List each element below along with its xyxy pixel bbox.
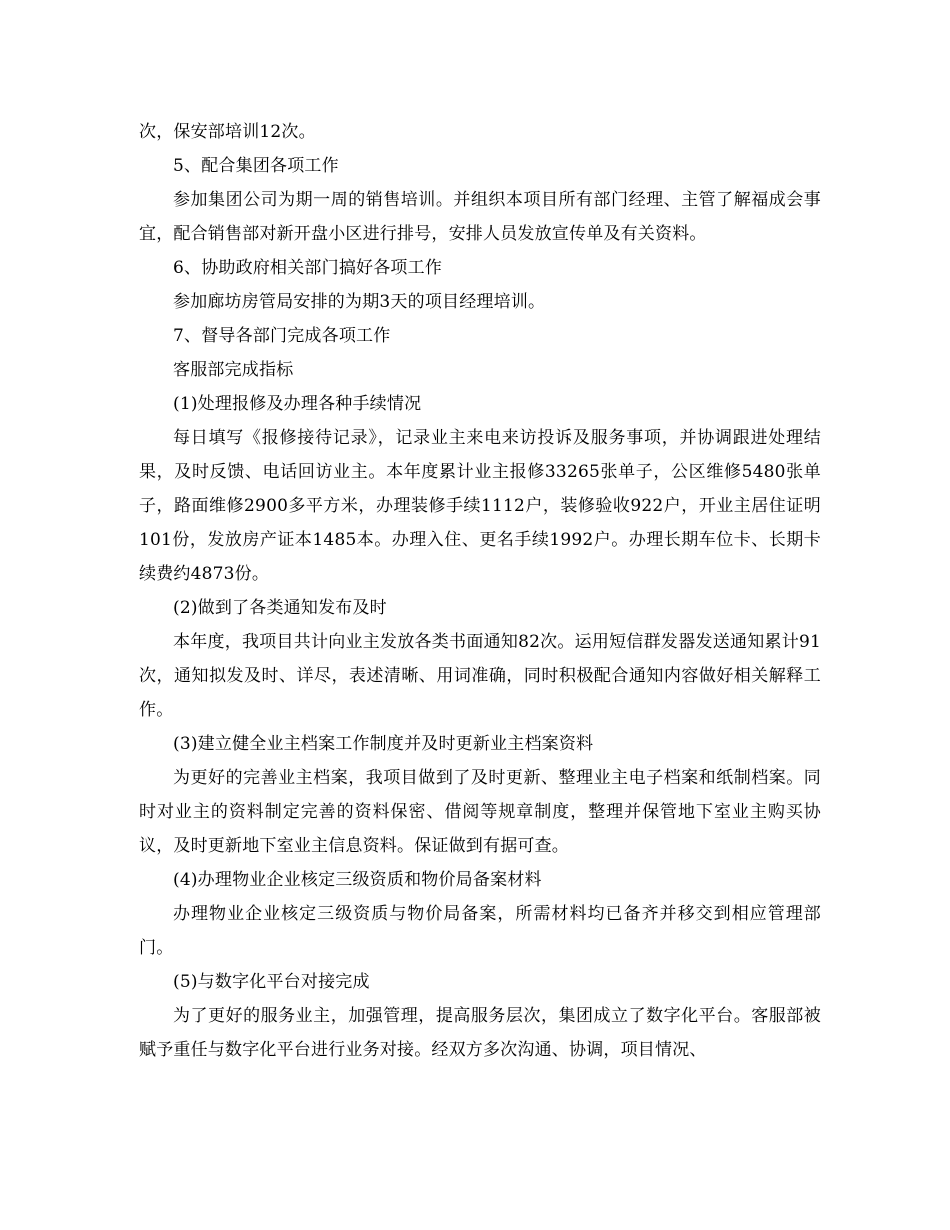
- item-heading-5: (5)与数字化平台对接完成: [173, 972, 370, 992]
- paragraph-digital-platform: 为了更好的服务业主，加强管理，提高服务层次，集团成立了数字化平台。客服部被赋予重任与数字化平台进行业务对接。经双方多次沟通、协调，项目情况、: [139, 1006, 821, 1060]
- item-heading-3: (3)建立健全业主档案工作制度并及时更新业主档案资料: [173, 734, 594, 754]
- paragraph-qualification: 办理物业企业核定三级资质与物价局备案，所需材料均已备齐并移交到相应管理部门。: [139, 904, 821, 958]
- paragraph-notices: 本年度，我项目共计向业主发放各类书面通知82次。运用短信群发器发送通知累计91次，通知拟发及时、详尽，表述清晰、用词准确，同时积极配合通知内容做好相关解释工作。: [139, 632, 821, 720]
- section-heading-5: 5、配合集团各项工作: [173, 156, 339, 176]
- paragraph-repairs: 每日填写《报修接待记录》，记录业主来电来访投诉及服务事项，并协调跟进处理结果，及时反馈、电话回访业主。本年度累计业主报修33265张单子，公区维修5480张单子，路面维修2900多平方米，办理装修手续1112户，装修验收922户，开业主居住证明101份，发放房产证本1485本。办理入住、更名手续1992户。办理长期车位卡、长期卡续费约4873份。: [139, 428, 821, 584]
- section-heading-6: 6、协助政府相关部门搞好各项工作: [173, 258, 443, 278]
- document-body: [139, 115, 821, 1067]
- paragraph-owner-files: 为更好的完善业主档案，我项目做到了及时更新、整理业主电子档案和纸制档案。同时对业主的资料制定完善的资料保密、借阅等规章制度，整理并保管地下室业主购买协议，及时更新地下室业主信息资料。保证做到有据可查。: [139, 768, 821, 856]
- paragraph-group-work: 参加集团公司为期一周的销售培训。并组织本项目所有部门经理、主管了解福成会事宜，配合销售部对新开盘小区进行排号，安排人员发放宣传单及有关资料。: [139, 190, 821, 244]
- paragraph-government-work: 参加廊坊房管局安排的为期3天的项目经理培训。: [173, 292, 546, 312]
- paragraph-continuation: 次，保安部培训12次。: [139, 122, 316, 142]
- subheading-customer-service: 客服部完成指标: [173, 360, 294, 380]
- item-heading-1: (1)处理报修及办理各种手续情况: [173, 394, 422, 414]
- item-heading-4: (4)办理物业企业核定三级资质和物价局备案材料: [173, 870, 542, 890]
- section-heading-7: 7、督导各部门完成各项工作: [173, 326, 391, 346]
- item-heading-2: (2)做到了各类通知发布及时: [173, 598, 387, 618]
